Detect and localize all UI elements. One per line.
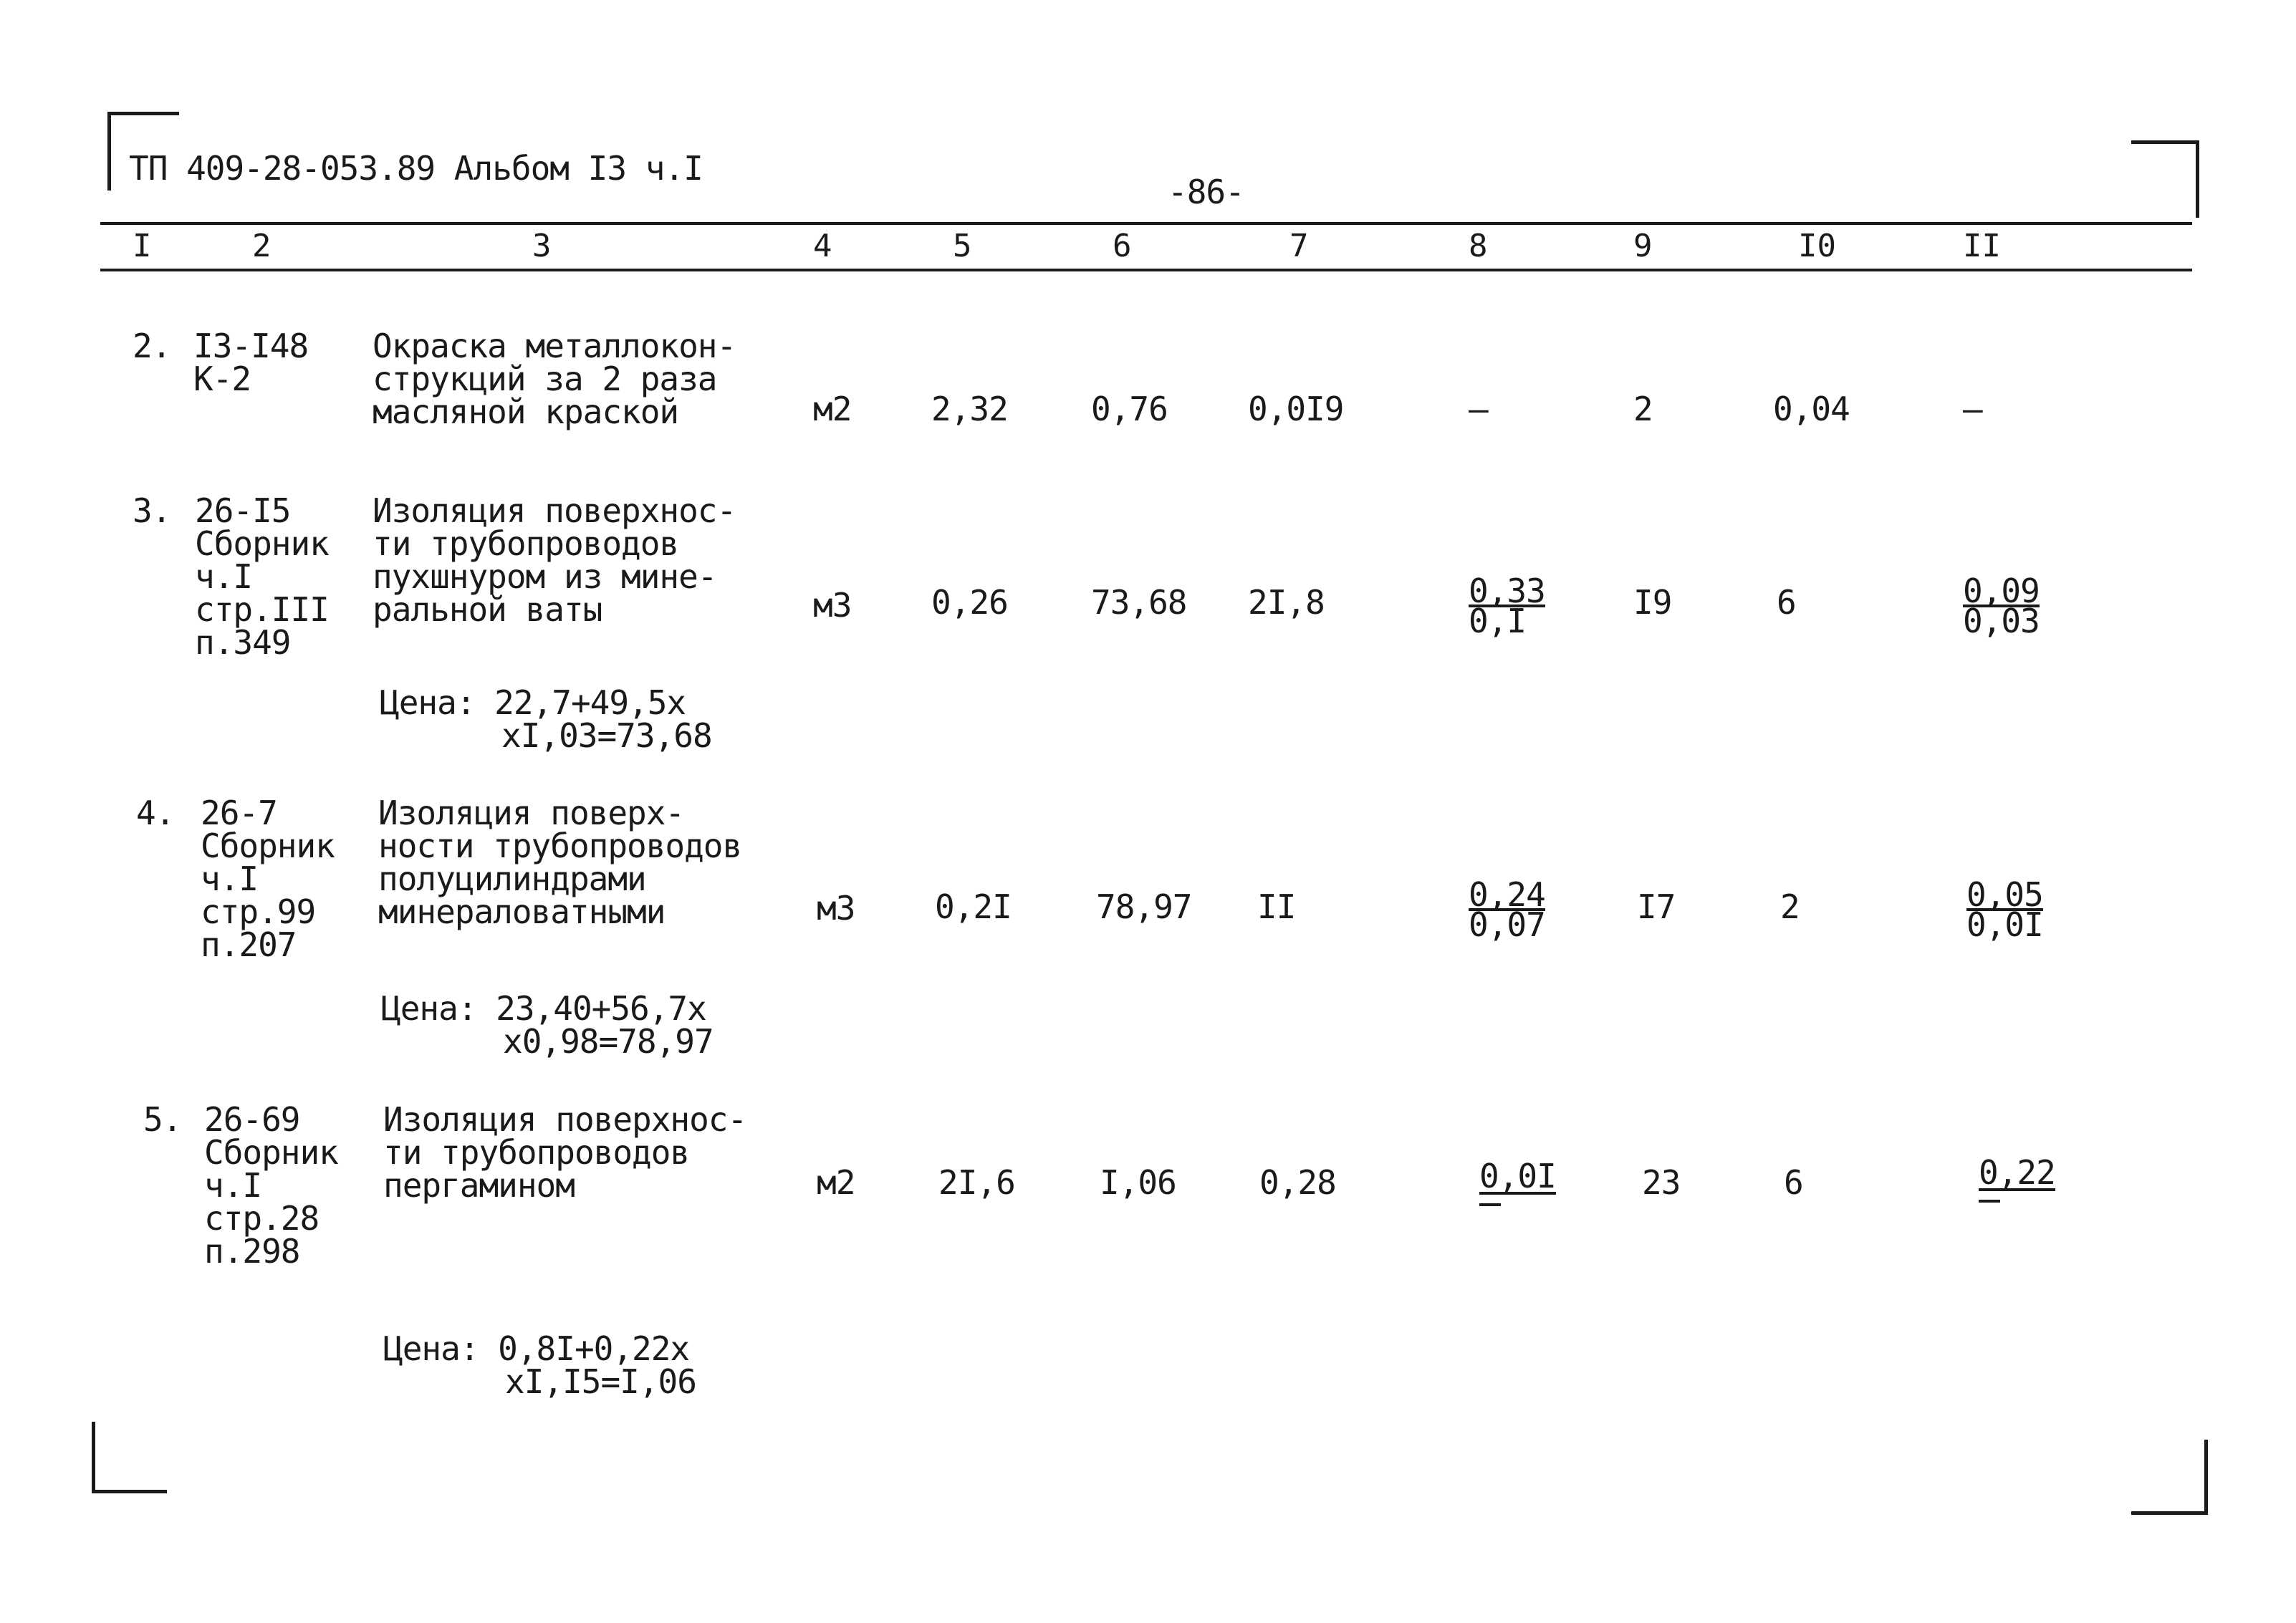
description-line: Изоляция поверхнос- bbox=[373, 491, 736, 530]
description-line: ности трубопроводов bbox=[378, 827, 742, 865]
column-header-8: 8 bbox=[1469, 228, 1488, 264]
column-header-6: 6 bbox=[1113, 228, 1132, 264]
code-line: стр.28 bbox=[204, 1199, 320, 1238]
column-header-4: 4 bbox=[813, 228, 832, 264]
code-line: 26-69 bbox=[204, 1100, 300, 1139]
fraction-denominator: 0,07 bbox=[1469, 905, 1545, 944]
document-code: ТП 409-28-053.89 Альбом I3 ч.I bbox=[129, 149, 703, 188]
row-col6: 78,97 bbox=[1096, 887, 1192, 926]
fraction-numerator: 0,22 bbox=[1979, 1153, 2055, 1192]
row-col5: 0,2I bbox=[935, 887, 1012, 926]
corner-mark-top-right bbox=[2131, 140, 2199, 144]
code-line: п.298 bbox=[204, 1232, 300, 1271]
row-unit: м3 bbox=[813, 586, 852, 625]
code-line: ч.I bbox=[195, 557, 253, 596]
fraction-denominator: 0,03 bbox=[1963, 602, 2040, 640]
column-header-2: 2 bbox=[252, 228, 272, 264]
row-unit: м2 bbox=[813, 390, 852, 428]
corner-mark-bottom-left-horizontal bbox=[92, 1490, 167, 1493]
row-col11-underlined bbox=[1979, 1153, 2055, 1203]
code-line: ч.I bbox=[201, 859, 259, 898]
fraction-dash bbox=[1979, 1200, 2000, 1203]
row-col10: 6 bbox=[1784, 1163, 1803, 1202]
row-col9: 23 bbox=[1642, 1163, 1681, 1202]
corner-mark-top-left bbox=[107, 112, 179, 115]
column-header-5: 5 bbox=[953, 228, 972, 264]
price-note bbox=[381, 989, 714, 1061]
code-line: К-2 bbox=[193, 360, 251, 398]
row-col6: 0,76 bbox=[1091, 390, 1168, 428]
row-code bbox=[204, 1100, 338, 1271]
fraction-numerator: 0,33 bbox=[1469, 572, 1545, 610]
price-note bbox=[383, 1329, 696, 1401]
fraction-numerator: 0,24 bbox=[1469, 875, 1545, 914]
row-number: 2. bbox=[133, 327, 171, 365]
row-code bbox=[195, 491, 329, 662]
corner-mark-bottom-left bbox=[92, 1422, 95, 1493]
row-description bbox=[373, 491, 736, 629]
column-header-10: I0 bbox=[1798, 228, 1836, 264]
column-header-7: 7 bbox=[1289, 228, 1309, 264]
row-col6: 73,68 bbox=[1091, 583, 1187, 622]
corner-mark-top-left-vertical bbox=[107, 112, 111, 191]
code-line: п.207 bbox=[201, 925, 297, 964]
price-line: хI,I5=I,06 bbox=[505, 1362, 696, 1401]
row-description bbox=[373, 327, 736, 431]
code-line: Сборник bbox=[195, 524, 329, 563]
description-line: пухшнуром из мине- bbox=[373, 557, 717, 596]
code-line: Сборник bbox=[204, 1133, 338, 1172]
row-code bbox=[201, 794, 335, 964]
row-col5: 2,32 bbox=[931, 390, 1008, 428]
row-number: 5. bbox=[143, 1100, 182, 1139]
code-line: 26-I5 bbox=[195, 491, 291, 530]
row-col5: 2I,6 bbox=[938, 1163, 1015, 1202]
price-line: хI,03=73,68 bbox=[501, 716, 712, 755]
row-col10: 2 bbox=[1780, 887, 1800, 926]
description-line: ральной ваты bbox=[373, 590, 602, 629]
price-line: Цена: 22,7+49,5х bbox=[380, 683, 686, 722]
row-col8: – bbox=[1469, 390, 1488, 428]
row-col10: 6 bbox=[1777, 583, 1796, 622]
column-header-3: 3 bbox=[532, 228, 552, 264]
description-line: Окраска металлокон- bbox=[373, 327, 736, 365]
row-col9: 2 bbox=[1633, 390, 1653, 428]
row-col11-fraction bbox=[1963, 572, 2040, 640]
column-header-bottom-rule bbox=[100, 269, 2192, 271]
column-header-top-rule bbox=[100, 222, 2192, 225]
row-unit: м2 bbox=[817, 1163, 855, 1202]
row-number: 4. bbox=[136, 794, 175, 832]
row-col9: I7 bbox=[1637, 887, 1676, 926]
price-line: Цена: 0,8I+0,22х bbox=[383, 1329, 690, 1368]
column-header-1: I bbox=[133, 228, 152, 264]
row-col8-fraction bbox=[1469, 875, 1545, 944]
code-line: стр.99 bbox=[201, 892, 316, 931]
fraction-numerator: 0,05 bbox=[1966, 875, 2043, 914]
row-col7: 0,28 bbox=[1259, 1163, 1336, 1202]
fraction-dash bbox=[1479, 1203, 1501, 1206]
fraction-numerator: 0,09 bbox=[1963, 572, 2040, 610]
column-header-11: II bbox=[1963, 228, 2001, 264]
row-col11-fraction bbox=[1966, 875, 2043, 944]
corner-mark-top-right-vertical bbox=[2196, 140, 2199, 218]
row-number: 3. bbox=[133, 491, 171, 530]
row-col11: – bbox=[1963, 390, 1982, 428]
description-line: минераловатными bbox=[378, 892, 666, 931]
description-line: Изоляция поверх- bbox=[378, 794, 685, 832]
row-col9: I9 bbox=[1633, 583, 1672, 622]
corner-mark-bottom-right bbox=[2204, 1440, 2208, 1515]
row-code bbox=[193, 327, 309, 398]
row-description bbox=[383, 1100, 747, 1205]
price-line: х0,98=78,97 bbox=[503, 1022, 714, 1061]
row-col7: 2I,8 bbox=[1248, 583, 1325, 622]
description-line: ти трубопроводов bbox=[373, 524, 679, 563]
code-line: 26-7 bbox=[201, 794, 277, 832]
code-line: Сборник bbox=[201, 827, 335, 865]
row-col8-fraction bbox=[1469, 572, 1545, 640]
price-note bbox=[380, 683, 712, 755]
description-line: полуцилиндрами bbox=[378, 859, 646, 898]
column-header-9: 9 bbox=[1633, 228, 1653, 264]
description-line: масляной краской bbox=[373, 392, 679, 431]
row-unit: м3 bbox=[817, 889, 855, 928]
description-line: ти трубопроводов bbox=[383, 1133, 690, 1172]
row-col6: I,06 bbox=[1100, 1163, 1176, 1202]
description-line: струкций за 2 раза bbox=[373, 360, 717, 398]
row-col7: 0,0I9 bbox=[1248, 390, 1344, 428]
fraction-denominator: 0,I bbox=[1469, 602, 1527, 640]
fraction-denominator: 0,0I bbox=[1966, 905, 2043, 944]
corner-mark-bottom-right-horizontal bbox=[2131, 1511, 2208, 1515]
row-col8-underlined bbox=[1479, 1157, 1556, 1206]
fraction-numerator: 0,0I bbox=[1479, 1157, 1556, 1195]
row-description bbox=[378, 794, 742, 931]
description-line: пергамином bbox=[383, 1166, 575, 1205]
code-line: п.349 bbox=[195, 623, 291, 662]
row-col5: 0,26 bbox=[931, 583, 1008, 622]
code-line: стр.III bbox=[195, 590, 329, 629]
description-line: Изоляция поверхнос- bbox=[383, 1100, 747, 1139]
code-line: I3-I48 bbox=[193, 327, 309, 365]
code-line: ч.I bbox=[204, 1166, 262, 1205]
row-col10: 0,04 bbox=[1773, 390, 1850, 428]
price-line: Цена: 23,40+56,7х bbox=[381, 989, 706, 1028]
page-number: -86- bbox=[1168, 173, 1244, 211]
row-col7: II bbox=[1257, 887, 1296, 926]
